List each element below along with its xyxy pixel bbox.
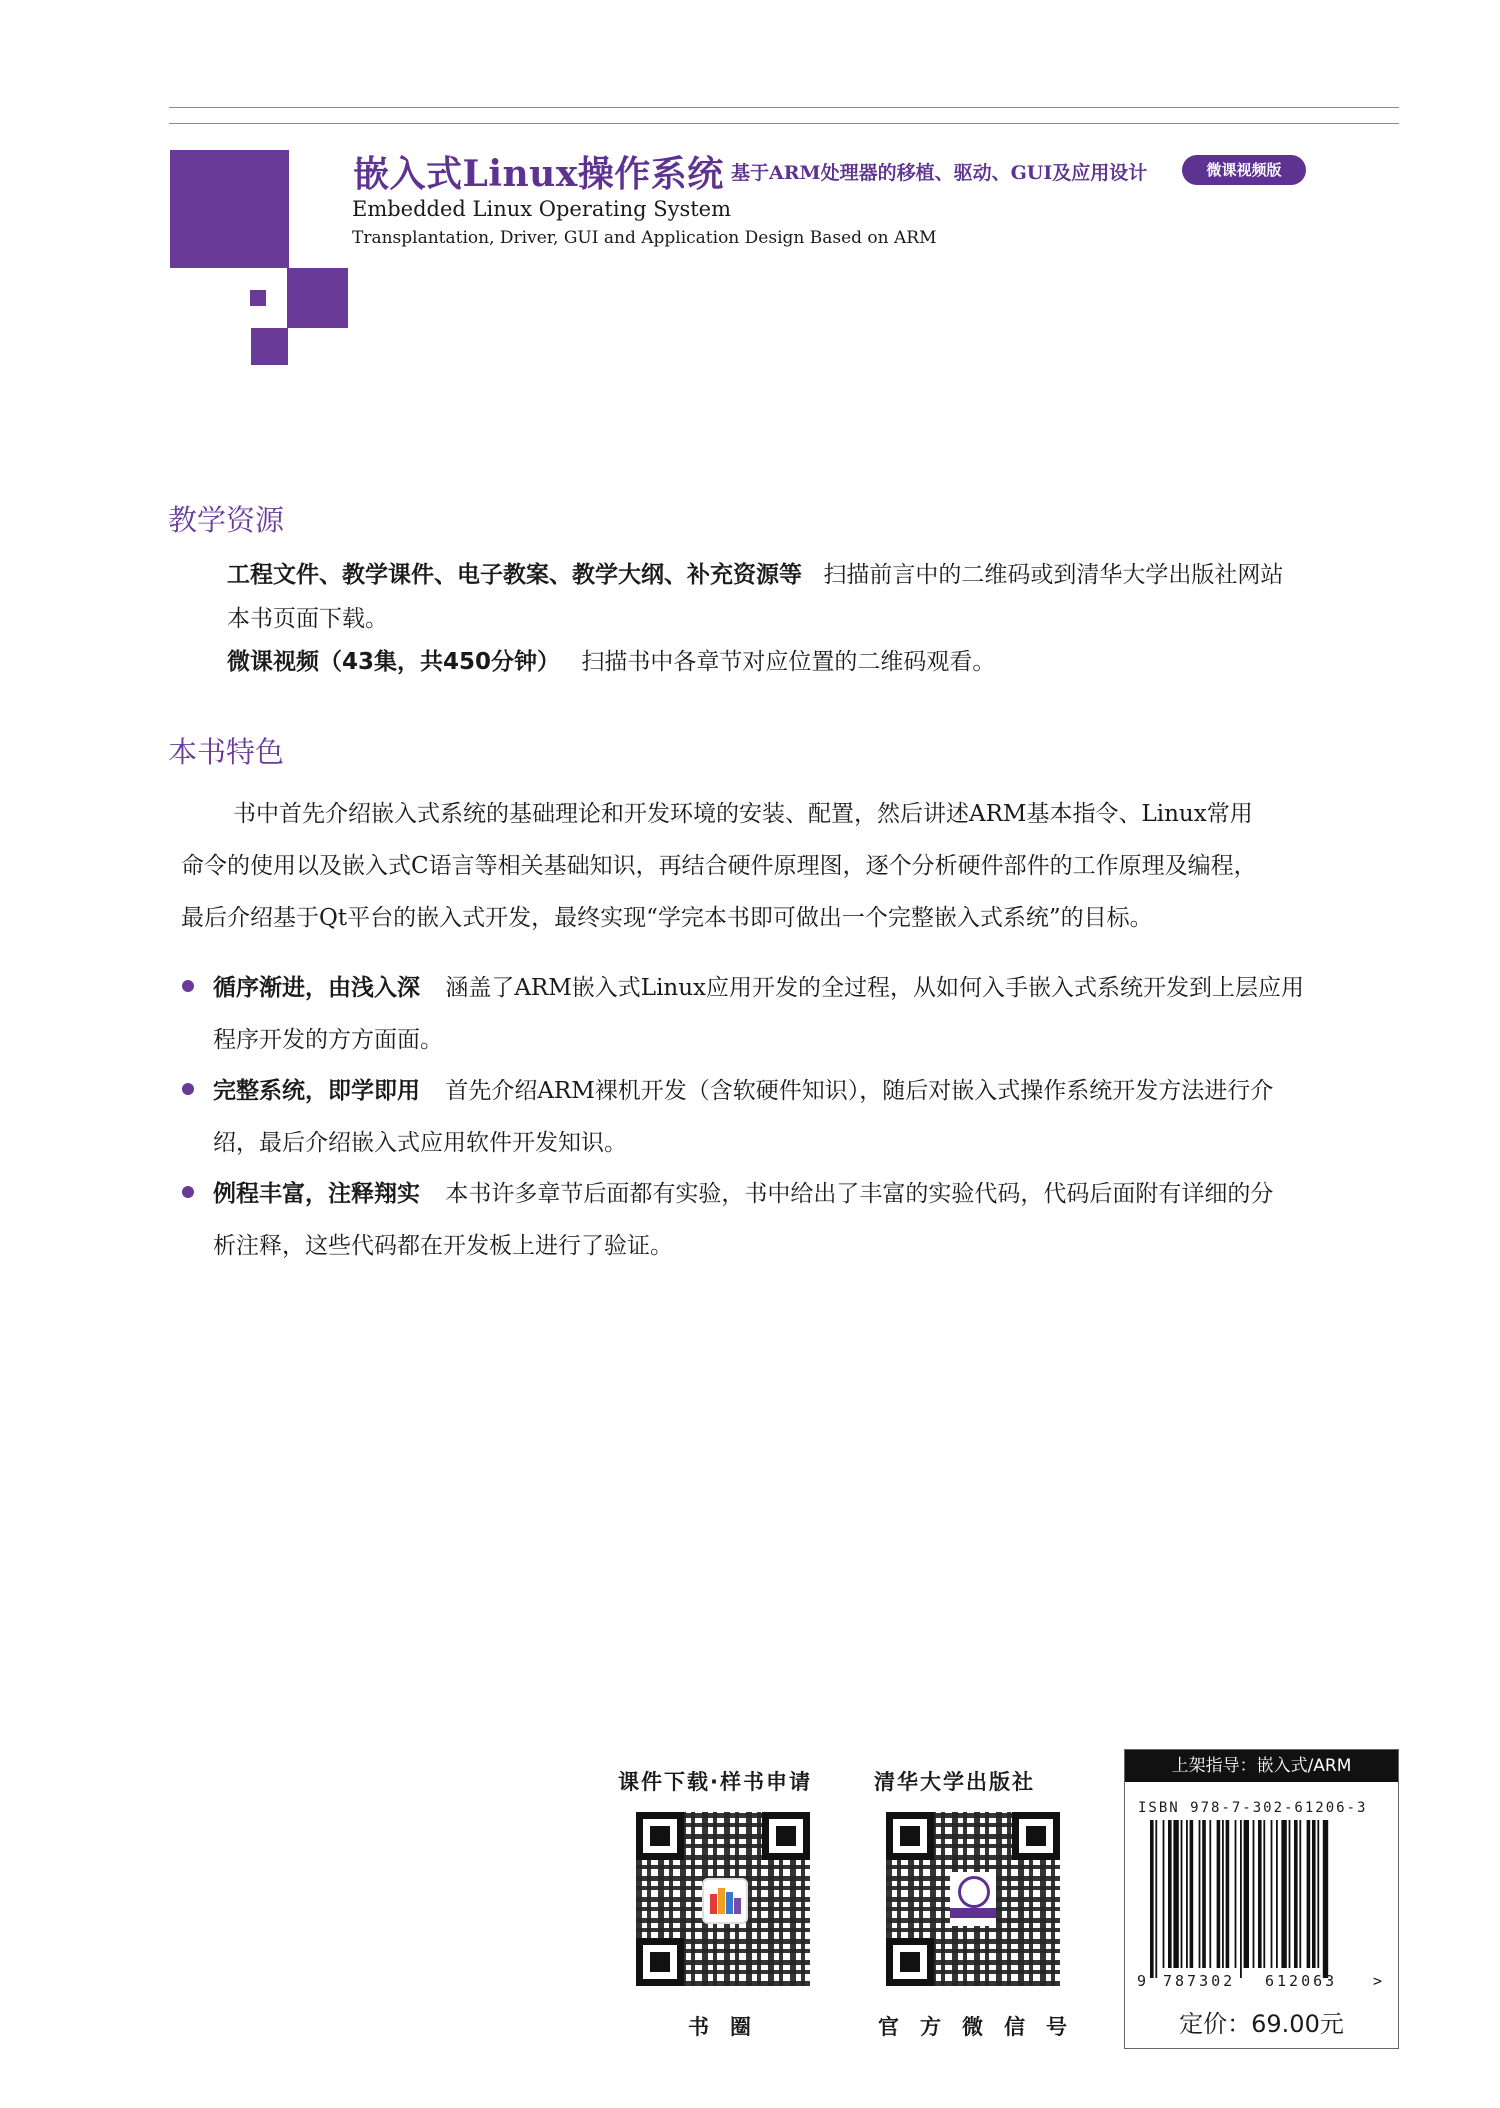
barcode-digits-right: 612063: [1265, 1972, 1338, 1990]
book-subtitle: 基于ARM处理器的移植、驱动、GUI及应用设计: [731, 162, 1148, 184]
features-intro-line-2: 命令的使用以及嵌入式C语言等相关基础知识，再结合硬件原理图，逐个分析硬件部件的工作原理及编程，: [181, 853, 1257, 879]
feature-1-text: 涵盖了ARM嵌入式Linux应用开发的全过程，从如何入手嵌入式系统开发到上层应用: [445, 975, 1305, 1001]
resource-item-1-cont: 本书页面下载。: [227, 606, 388, 632]
feature-3-title: 例程丰富，注释翔实: [213, 1181, 420, 1207]
english-title: Embedded Linux Operating System: [352, 197, 732, 221]
feature-bullet-3: [213, 1175, 1273, 1208]
barcode-quiet-mark: >: [1373, 1972, 1386, 1990]
shelf-guide: 上架指导：嵌入式/ARM: [1125, 1750, 1398, 1782]
barcode-icon: [1150, 1820, 1370, 1980]
resource-item-1-text: 扫描前言中的二维码或到清华大学出版社网站: [823, 562, 1284, 588]
isbn-text: ISBN 978-7-302-61206-3: [1138, 1800, 1368, 1816]
book-title: 嵌入式Linux操作系统: [353, 153, 724, 195]
barcode-digits-left: 787302: [1163, 1972, 1236, 1990]
features-intro-line-3: 最后介绍基于Qt平台的嵌入式开发，最终实现“学完本书即可做出一个完整嵌入式系统”的目标。: [181, 905, 1153, 931]
barcode-digit-lead: 9: [1137, 1972, 1150, 1990]
qr-right-label: 清华大学出版社: [874, 1770, 1035, 1794]
resource-item-2-text: 扫描书中各章节对应位置的二维码观看。: [581, 649, 996, 675]
bullet-dot: [182, 1186, 194, 1198]
qr-right-caption: 官 方 微 信 号: [878, 2015, 1067, 2039]
qr-code-shuquan[interactable]: [636, 1812, 810, 1986]
resource-item-2-title: 微课视频（43集，共450分钟）: [227, 649, 561, 675]
resource-item-1-title: 工程文件、教学课件、电子教案、教学大纲、补充资源等: [227, 562, 802, 588]
top-rule-2: [169, 123, 1399, 124]
english-subtitle: Transplantation, Driver, GUI and Application Design Based on ARM: [352, 228, 937, 248]
qr-code-official-wechat[interactable]: [886, 1812, 1060, 1986]
qr-left-label: 课件下载·样书申请: [618, 1770, 812, 1794]
feature-3-text: 本书许多章节后面都有实验，书中给出了丰富的实验代码，代码后面附有详细的分: [445, 1181, 1274, 1207]
feature-2-cont: 绍，最后介绍嵌入式应用软件开发知识。: [213, 1130, 627, 1156]
feature-1-title: 循序渐进，由浅入深: [213, 975, 420, 1001]
feature-2-text: 首先介绍ARM裸机开发（含软硬件知识），随后对嵌入式操作系统开发方法进行介: [445, 1078, 1274, 1104]
feature-bullet-1: [213, 969, 1304, 1002]
barcode-panel: [1124, 1749, 1399, 2049]
price: 定价：69.00元: [1179, 2010, 1344, 2038]
shuquan-logo-icon: [702, 1878, 748, 1924]
publisher-seal-icon: [950, 1872, 996, 1926]
edition-badge: 微课视频版: [1182, 155, 1306, 185]
qr-left-caption: 书 圈: [688, 2015, 751, 2039]
feature-3-cont: 析注释，这些代码都在开发板上进行了验证。: [213, 1233, 673, 1259]
features-heading: 本书特色: [168, 735, 285, 769]
resources-heading: 教学资源: [168, 503, 285, 537]
feature-2-title: 完整系统，即学即用: [213, 1078, 420, 1104]
feature-bullet-2: [213, 1072, 1273, 1105]
feature-1-cont: 程序开发的方方面面。: [213, 1027, 443, 1053]
features-intro-line-1: 书中首先介绍嵌入式系统的基础理论和开发环境的安装、配置，然后讲述ARM基本指令、Linux常用: [233, 801, 1253, 827]
resource-item-2: [227, 643, 995, 676]
bullet-dot: [182, 1083, 194, 1095]
bullet-dot: [182, 980, 194, 992]
resource-item-1: [227, 556, 1283, 589]
top-rule: [169, 107, 1399, 108]
